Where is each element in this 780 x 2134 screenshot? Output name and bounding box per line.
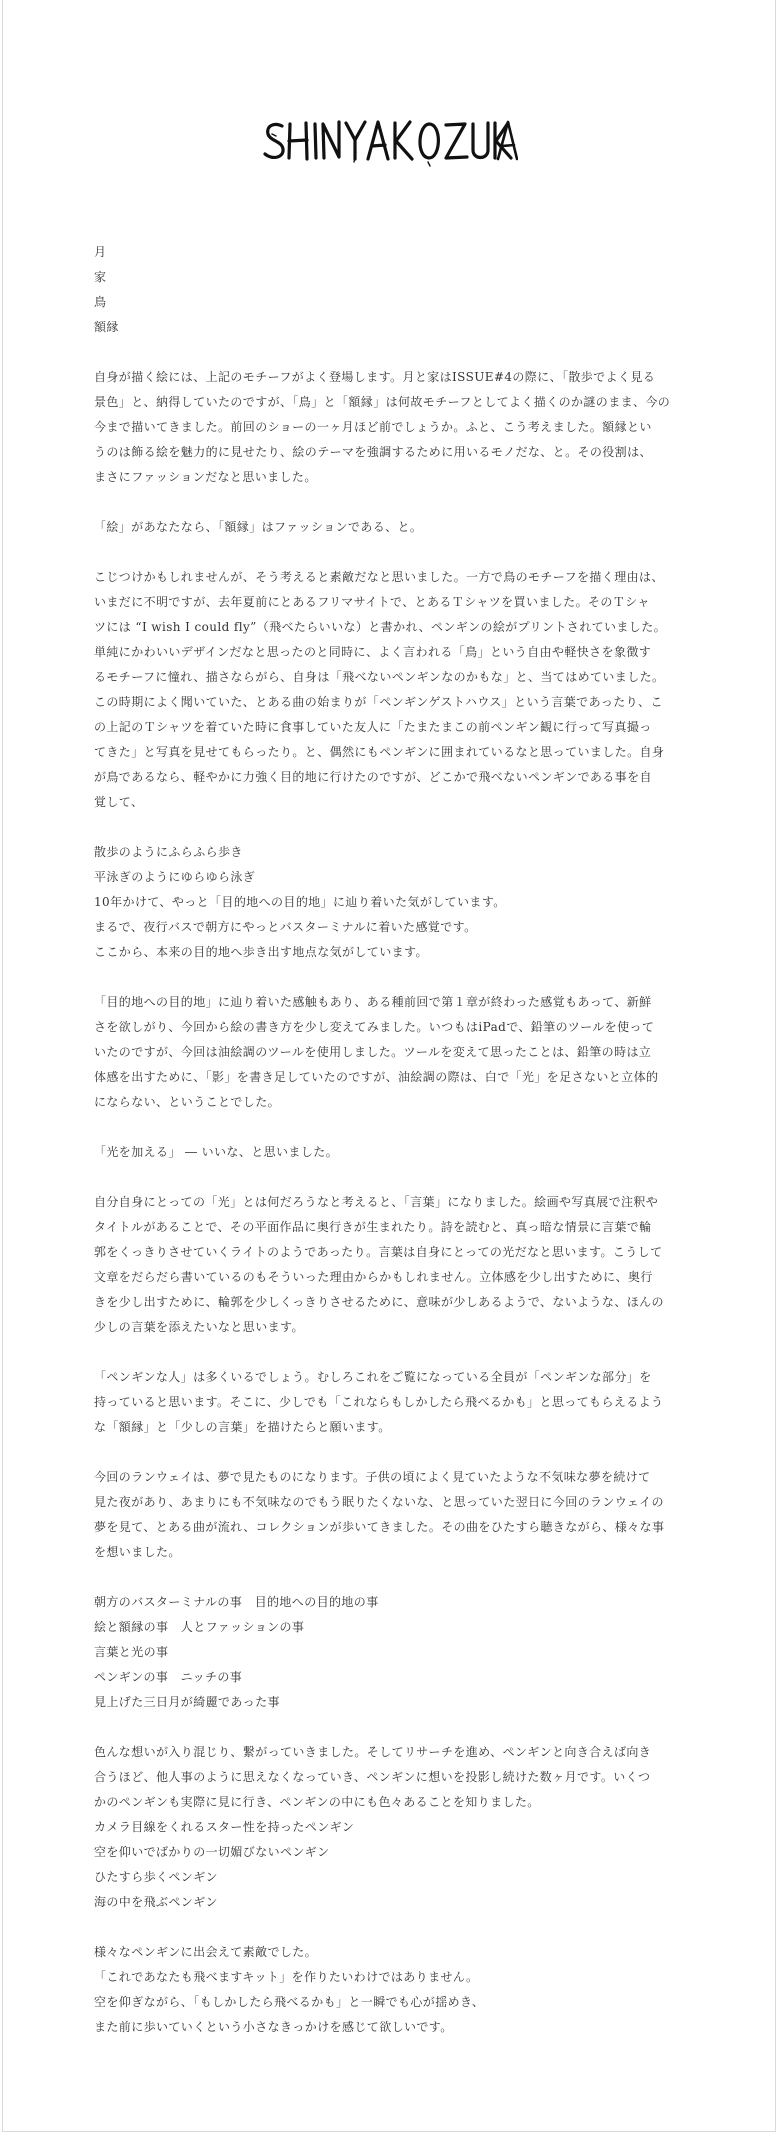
article-body [94,240,686,2065]
text-line: まさにファッションだなと思いました。 [94,470,317,484]
text-line: かのペンギンも実際に見に行き、ペンギンの中にも色々あることを知りました。 [94,1795,540,1809]
text-line: 今回のランウェイは、夢で見たものになります。子供の頃によく見ていたような不気味な夢を続けて [94,1470,651,1484]
text-line: いまだに不明ですが、去年夏前にとあるフリマサイトで、とあるＴシャツを買いました。そのＴシャ [94,595,650,609]
text-line: 少しの言葉を添えたいなと思います。 [94,1320,304,1334]
text-line: また前に歩いていくという小さなきっかけを感じて欲しいです。 [94,2020,453,2034]
text-line: 散歩のようにふらふら歩き [94,845,243,859]
motif-bird: 鳥 [94,295,107,309]
motif-moon: 月 [94,245,107,259]
text-line: 合うほど、他人事のように思えなくなっていき、ペンギンに想いを投影し続けた数ヶ月です。いくつ [94,1770,651,1784]
text-line: 「ペンギンな人」は多くいるでしょう。むしろこれをご覧になっている全員が「ペンギンな部分」を [94,1370,652,1384]
text-line: ひたすら歩くペンギン [94,1870,218,1884]
text-line: 見た夜があり、あまりにも不気味なのでもう眠りたくないな、と思っていた翌日に今回のランウェイの [94,1495,664,1509]
text-line: 朝方のバスターミナルの事 目的地への目的地の事 [94,1595,379,1609]
text-line: 覚して、 [94,795,144,809]
text-line: 体感を出すために、「影」を書き足していたのですが、油絵調の際は、白で「光」を足さないと立体的 [94,1070,659,1084]
paragraph-walk [94,840,686,965]
text-line: カメラ目線をくれるスター性を持ったペンギン [94,1820,355,1834]
motif-list [94,240,686,340]
text-line: 平泳ぎのようにゆらゆら泳ぎ [94,870,256,884]
text-line: 「目的地への目的地」に辿り着いた感触もあり、ある種前回で第１章が終わった感覚もあって、新鮮 [94,995,652,1009]
paragraph-themes [94,1590,686,1715]
text-line: 郭をくっきりさせていくライトのようであったり。言葉は自身にとっての光だなと思います。こうして [94,1245,663,1259]
paragraph-research [94,1740,686,1915]
text-line: 文章をだらだら書いているのもそういった理由からかもしれません。立体感を少し出すために、奥行 [94,1270,653,1284]
text-line: ペンギンの事 ニッチの事 [94,1670,243,1684]
text-line: 様々なペンギンに出会えて素敵でした。 [94,1945,318,1959]
paragraph-penguin [94,565,686,815]
text-line: な「額縁」と「少しの言葉」を描けたらと願います。 [94,1420,391,1434]
text-line: きを少し出すために、輪郭を少しくっきりさせるために、意味が少しあるようで、ないような、ほんの [94,1295,664,1309]
text-line: 夢を見て、とある曲が流れ、コレクションが歩いてきました。その曲をひたすら聴きながら、様々な事 [94,1520,665,1534]
paragraph-drawing-style [94,990,686,1115]
paragraph-penguin-people [94,1365,686,1440]
paragraph-frame-fashion [94,515,686,540]
text-line: 海の中を飛ぶペンギン [94,1895,218,1909]
paragraph-add-light [94,1140,686,1165]
text-line: の上記のＴシャツを着ていた時に食事していた友人に「たまたまこの前ペンギン観に行って写真撮っ [94,720,652,734]
paragraph-runway [94,1465,686,1565]
text-line: 10年かけて、やっと「目的地への目的地」に辿り着いた気がしています。 [94,895,506,909]
text-line: るモチーフに憧れ、描さならがら、自身は「飛べないペンギンなのかもな」と、当てはめていました。 [94,670,665,684]
text-line: 自身が描く絵には、上記のモチーフがよく登場します。月と家はISSUE#4の際に、「散歩でよく見る [94,370,656,384]
text-line: 「光を加える」 ― いいな、と思いました。 [94,1145,339,1159]
text-line: 単純にかわいいデザインだなと思ったのと同時に、よく言われる「鳥」という自由や軽快さを象徴す [94,645,652,659]
text-line: さを欲しがり、今回から絵の書き方を少し変えてみました。いつもはiPadで、鉛筆のツールを使って [94,1020,655,1034]
text-line: を想いました。 [94,1545,181,1559]
text-line: 持っていると思います。そこに、少しでも「これならもしかしたら飛べるかも」と思ってもらえるよう [94,1395,664,1409]
text-line: 見上げた三日月が綺麗であった事 [94,1695,280,1709]
text-line: 色んな想いが入り混じり、繋がっていきました。そしてリサーチを進め、ペンギンと向き合えば向き [94,1745,652,1759]
text-line: こじつけかもしれませんが、そう考えると素敵だなと思いました。一方で鳥のモチーフを描く理由は、 [94,570,664,584]
text-line: 「絵」があなたなら、「額縁」はファッションである、と。 [94,520,423,534]
text-line: まるで、夜行バスで朝方にやっとバスターミナルに着いた感覚です。 [94,920,477,934]
text-line: 今まで描いてきました。前回のショーの一ヶ月ほど前でしょうか。ふと、こう考えました。額縁とい [94,420,652,434]
text-line: 自分自身にとっての「光」とは何だろうなと考えると、「言葉」になりました。絵画や写真展で注釈や [94,1195,659,1209]
text-line: 言葉と光の事 [94,1645,169,1659]
text-line: 景色」と、納得していたのですが、「鳥」と「額縁」は何故モチーフとしてよく描くのか謎のまま、今の [94,395,671,409]
text-line: てきた」と写真を見せてもらったり。と、偶然にもペンギンに囲まれているなと思っていました。自身 [94,745,665,759]
paragraph-closing [94,1940,686,2040]
text-line: タイトルがあることで、その平面作品に奥行きが生まれたり。詩を読むと、真っ暗な情景に言葉で輪 [94,1220,652,1234]
paragraph-motifs [94,365,686,490]
text-line: 空を仰ぎながら、「もしかしたら飛べるかも」と一瞬でも心が揺めき、 [94,1995,485,2009]
text-line: うのは飾る絵を魅力的に見せたり、絵のテーマを強調するために用いるモノだな、と。その役割は、 [94,445,652,459]
motif-house: 家 [94,270,107,284]
text-line: 「これであなたも飛べますキット」を作りたいわけではありません。 [94,1970,479,1984]
brand-logo [262,110,518,172]
text-line: いたのですが、今回は油絵調のツールを使用しました。ツールを変えて思ったことは、鉛筆の時は立 [94,1045,652,1059]
text-line: ツには “I wish I could fly”（飛べたらいいな）と書かれ、ペンギンの絵がプリントされていました。 [94,620,666,634]
text-line: にならない、ということでした。 [94,1095,281,1109]
text-line: この時期によく聞いていた、とある曲の始まりが「ペンギンゲストハウス」という言葉であったり、こ [94,695,663,709]
text-line: 空を仰いでばかりの一切媚びないペンギン [94,1845,330,1859]
text-line: ここから、本来の目的地へ歩き出す地点な気がしています。 [94,945,428,959]
paragraph-words [94,1190,686,1340]
text-line: 絵と額縁の事 人とファッションの事 [94,1620,305,1634]
text-line: が鳥であるなら、軽やかに力強く目的地に行けたのですが、どこかで飛べないペンギンである事を自 [94,770,652,784]
motif-frame: 額縁 [94,320,119,334]
shinya-kozuka-signature-logo [262,110,518,172]
